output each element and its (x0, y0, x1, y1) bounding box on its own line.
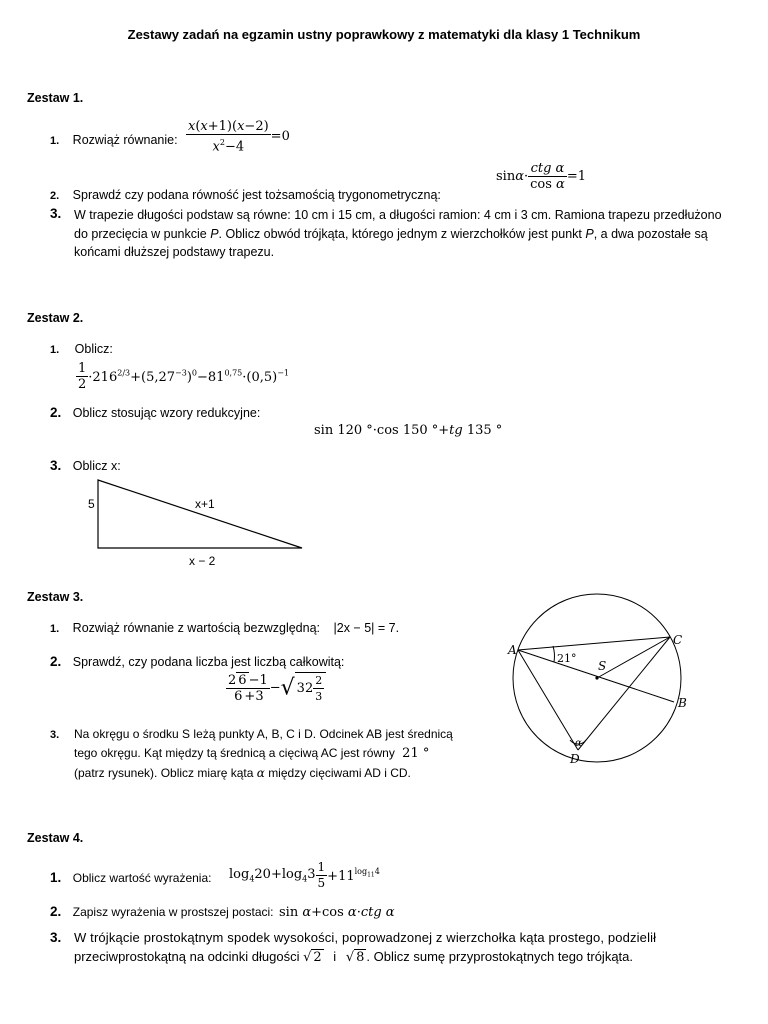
task-text: Oblicz: (74, 342, 113, 356)
label-b: B (678, 696, 687, 710)
set-4-task-3-line-2: przeciwprostokątną na odcinki długości √ 2 i √ 8 . Oblicz sumę przyprostokątnych tego trójkąta. (74, 949, 634, 965)
set-3-task-3-line-1: Na okręgu o środku S leżą punkty A, B, C i D. Odcinek AB jest średnicą (74, 727, 453, 741)
task-equation: |2x − 5| = 7. (333, 621, 400, 635)
set-4-task-2: 2. Zapisz wyrażenia w prostszej postaci: sin α+cos α·ctg α (50, 904, 395, 920)
label-s: S (598, 659, 607, 673)
task-number: 1. (50, 870, 62, 885)
set-2-header: Zestaw 2. (27, 311, 84, 325)
set-4-task-3-number: 3. (50, 930, 62, 945)
set-1-header: Zestaw 1. (27, 91, 84, 105)
task-number: 1. (50, 623, 60, 635)
diameter-ab (518, 650, 674, 702)
task-text: Rozwiąż równanie z wartością bezwzględną: (72, 621, 321, 635)
set-1-task-3: W trapezie długości podstaw są równe: 10 cm i 15 cm, a długości ramion: 4 cm i 3 cm. Ramiona trapezu przedłużono do przecięcia w punkcie P. Oblicz obwód trójkąta, którego jednym z wierzchołków jest punkt P, a dwa pozostałe są końcami dłuższej podstawy trapezu. (74, 208, 722, 259)
set-2-task-1-expression: $\frac{1}{2}$ $\cdot 216^{2/3}+(5,27^{-3})^0-81^{0,75}\cdot(0,5)^{-1}$ (78, 361, 289, 392)
set-1-task-1-equation: $\frac{x(x+1)(x-2)}{x^2-4}$ =0 (188, 119, 290, 155)
radius-sc (597, 637, 670, 678)
task-number: 2. (50, 190, 60, 202)
set-4-task-1-expression: $\log_420+\log_43$ $\frac{1}{5}$ $+11^{log_{11}4}$ (229, 860, 380, 890)
set-2-task-3 (50, 458, 121, 473)
set-3-task-3-line-3: (patrz rysunek). Oblicz miarę kąta α między cięciwami AD i CD. (74, 766, 411, 780)
set-4-header: Zestaw 4. (27, 831, 84, 845)
set-1-task-2 (50, 188, 441, 202)
set-1-task-1 (50, 133, 178, 147)
task-text: Rozwiąż równanie: (72, 133, 178, 147)
triangle-label-base: x − 2 (189, 554, 216, 568)
task-text: Sprawdź czy podana równość jest tożsamością trygonometryczną: (72, 188, 441, 202)
task-number: 1. (50, 344, 60, 356)
set-3-header: Zestaw 3. (27, 590, 84, 604)
page-title: Zestawy zadań na egzamin ustny poprawkowy z matematyki dla klasy 1 Technikum (127, 27, 641, 42)
chord-ac (518, 637, 670, 650)
task-number: 2. (50, 654, 62, 669)
set-2-task-2-expression: sin 120 °·cos 150 °+tg 135 ° (314, 423, 503, 438)
task-number: 1. (50, 135, 60, 147)
circle-figure (498, 588, 698, 768)
chord-cd (578, 637, 670, 750)
label-d: D (570, 752, 580, 766)
triangle-label-side: 5 (88, 497, 95, 511)
label-alpha: α (575, 738, 582, 749)
set-3-task-3-number: 3. (50, 729, 60, 741)
task-text: Zapisz wyrażenia w prostszej postaci: (72, 905, 274, 919)
triangle-label-hypotenuse: x+1 (195, 497, 215, 511)
set-1-task-2-equation: sinα· $\frac{\text{ctg α}}{\text{cos α}}$ =1 (496, 161, 586, 192)
set-4-task-3-line-1: W trójkącie prostokątnym spodek wysokości, poprowadzonej z wierzchołka kąta prostego, podzielił (74, 930, 657, 945)
set-2-task-2 (50, 405, 260, 420)
set-3-task-1 (50, 621, 399, 635)
task-text: Sprawdź, czy podana liczba jest liczbą całkowitą: (72, 655, 345, 669)
task-number: 2. (50, 405, 62, 420)
label-a: A (508, 643, 517, 657)
triangle-shape (98, 480, 302, 548)
set-2-task-1 (50, 342, 113, 356)
set-4-task-1 (50, 870, 211, 885)
task-text: Oblicz x: (72, 459, 121, 473)
label-angle: 21° (557, 652, 577, 665)
label-c: C (673, 633, 683, 647)
task-number: 2. (50, 904, 62, 919)
set-3-task-3-line-2: tego okręgu. Kąt między tą średnicą a cięciwą AC jest równy 21 ° (74, 746, 430, 761)
angle-arc (553, 646, 554, 662)
set-1-task-3-number: 3. (50, 206, 62, 221)
set-3-task-2-expression: $\frac{2 6 -1}{6 +3}$ −√ 32 $\frac{2}{3}$ (226, 672, 326, 704)
task-number: 3. (50, 458, 62, 473)
chord-ad (518, 650, 578, 750)
task-text: Oblicz stosując wzory redukcyjne: (72, 406, 261, 420)
set-3-task-2 (50, 654, 344, 669)
center-point (595, 676, 598, 679)
task-text: Oblicz wartość wyrażenia: (72, 871, 212, 885)
